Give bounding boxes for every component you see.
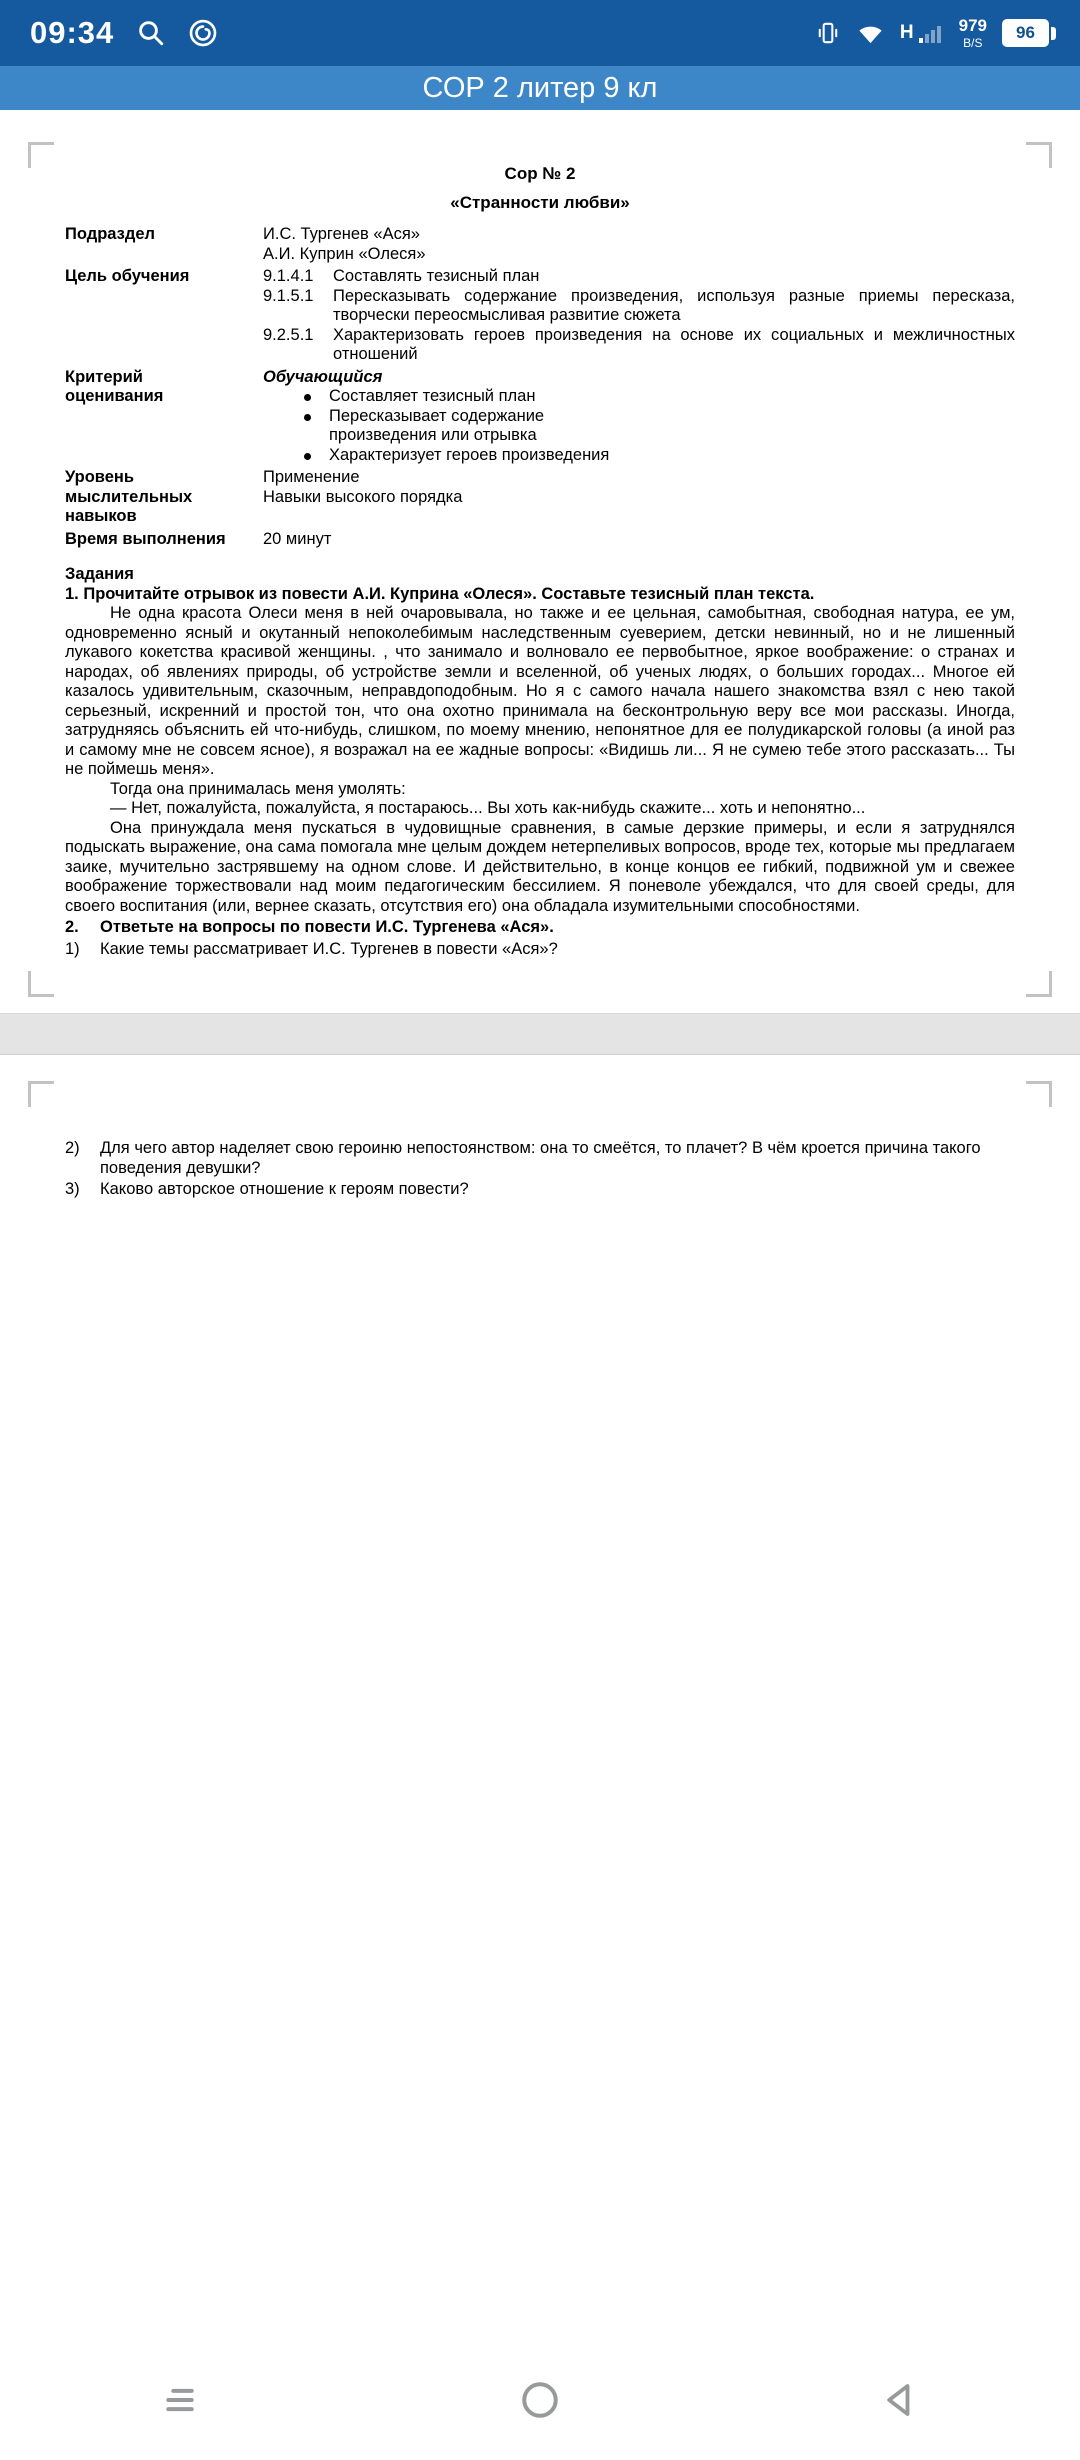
bullet-icon xyxy=(301,446,329,466)
objective-text: Составлять тезисный план xyxy=(333,267,540,285)
meta-value-time xyxy=(263,530,1015,550)
corner-mark xyxy=(28,1081,54,1107)
spiral-logo-icon xyxy=(188,18,218,48)
question-1: 1) Какие темы рассматривает И.С. Тургенев в повести «Ася»? xyxy=(65,939,558,958)
recents-button[interactable] xyxy=(0,2340,360,2460)
tasks-heading: Задания xyxy=(65,565,134,583)
excerpt-paragraph: Не одна красота Олеси меня в ней очаровывала, но также и ее цельная, самобытная, свободная натура, ее ум, одновременно ясный и окутанный непоколебимым наследственным суеверием, детски невинный, но и не лишенный лукавого кокетства красивой женщины. , что занимало и волновало ее первобытное, яркое воображение: о странах и народах, об явлениях природы, об устройстве земли и вселенной, об ученых людях, о больших городах... Многое ей казалось удивительным, сказочным, неправдоподобным. Но я с самого начала нашего знакомства взял с нею такой серьезный, искренний и простой тон, что она охотно принимала на бесконтрольную веру все мои рассказы. Иногда, затрудняясь объяснить ей что-нибудь, слишком, по моему мнению, непонятное для ее полудикарской головы (а иной раз и самому мне не совсем ясное), я возражал на ее жадные вопросы: «Видишь ли... Я не сумею тебе этого рассказать... Ты не поймешь меня». xyxy=(65,604,1015,778)
speed-unit: B/S xyxy=(963,36,983,50)
corner-mark xyxy=(28,142,54,168)
doc-title: Сор № 2 xyxy=(504,164,576,183)
doc-subtitle: «Странности любви» xyxy=(450,192,630,212)
vibrate-icon xyxy=(815,20,841,46)
subsection-line: А.И. Куприн «Олеся» xyxy=(263,244,426,263)
criteria-header: Обучающийся xyxy=(263,367,383,386)
criteria-item: Характеризует героев произведения xyxy=(301,446,1015,466)
criteria-item: Пересказывает содержание произведения или отрывка xyxy=(301,407,1015,446)
status-bar xyxy=(0,0,1080,66)
meta-label-time: Время выполнения xyxy=(65,529,226,548)
document-body xyxy=(0,110,1080,959)
meta-value-level xyxy=(263,468,1015,527)
excerpt-paragraph: Тогда она принималась меня умолять: xyxy=(110,779,406,798)
task-1-title: 1. Прочитайте отрывок из повести А.И. Куприна «Олеся». Составьте тезисный план текста. xyxy=(65,584,815,603)
learning-objective xyxy=(263,267,1015,287)
question-2: 2) Для чего автор наделяет свою героиню непостоянством: она то смеётся, то плачет? В чём кроется причина такого поведения девушки? xyxy=(65,1139,981,1177)
wifi-icon xyxy=(856,19,885,48)
question-3: 3) Каково авторское отношение к героям повести? xyxy=(65,1180,469,1198)
app-bar-title: СОР 2 литер 9 кл xyxy=(422,71,658,104)
app-bar xyxy=(0,66,1080,110)
status-time: 09:34 xyxy=(30,15,115,50)
status-bar-right xyxy=(815,17,1056,49)
home-button[interactable] xyxy=(360,2340,720,2460)
document-page-1 xyxy=(0,110,1080,1013)
corner-mark xyxy=(1026,142,1052,168)
search-icon xyxy=(136,18,166,48)
corner-mark xyxy=(1026,971,1052,997)
signal-strength-icon xyxy=(900,21,944,45)
back-button[interactable] xyxy=(720,2340,1080,2460)
task-2-title: 2. Ответьте на вопросы по повести И.С. Тургенева «Ася». xyxy=(65,918,554,936)
recents-icon xyxy=(160,2380,200,2420)
battery-percent: 96 xyxy=(1002,19,1049,47)
home-icon xyxy=(519,2379,561,2421)
meta-label-criteria: Критерий оценивания xyxy=(65,367,164,405)
learning-objective xyxy=(263,287,1015,326)
meta-value-goal xyxy=(263,267,1015,365)
question-number: 1) xyxy=(65,939,80,958)
network-speed-indicator xyxy=(959,17,987,49)
question-number: 2) xyxy=(65,1139,80,1157)
status-bar-left xyxy=(30,15,218,51)
meta-label-goal: Цель обучения xyxy=(65,267,190,285)
battery-icon xyxy=(1002,19,1056,47)
objective-code: 9.1.5.1 xyxy=(263,286,314,305)
learning-objective xyxy=(263,326,1015,365)
criteria-list xyxy=(263,387,1015,465)
document-page-2 xyxy=(0,1055,1080,2105)
document-viewport[interactable] xyxy=(0,110,1080,2340)
bullet-icon xyxy=(301,407,329,446)
meta-label-level: Уровень мыслительных навыков xyxy=(65,468,193,525)
task-number: 2. xyxy=(65,918,79,936)
nav-bar xyxy=(0,2340,1080,2460)
objective-code: 9.2.5.1 xyxy=(263,325,314,344)
network-type-label: H xyxy=(899,22,914,43)
battery-tip xyxy=(1051,27,1056,40)
meta-value-subsection xyxy=(263,225,1015,264)
time-value: 20 минут xyxy=(263,529,332,548)
corner-mark xyxy=(1026,1081,1052,1107)
objective-text: Пересказывать содержание произведения, используя разные приемы пересказа, творчески переосмысливая развитие сюжета xyxy=(333,286,1015,324)
meta-value-criteria xyxy=(263,368,1015,466)
excerpt-paragraph: Она принуждала меня пускаться в чудовищные сравнения, в самые дерзкие примеры, и если я затруднялся подыскать выражение, она сама помогала мне целым дождем нетерпеливых вопросов, вроде тех, которые мы предлагаем заике, мучительно застрявшему на одном слове. И действительно, в конце концов ее гибкий, подвижной ум и свежее воображение торжествовали над моим педагогическим бессилием. Я поневоле убеждался, что для своей среды, для своего воспитания (или, вернее сказать, отсутствия его) она обладала изумительными способностями. xyxy=(65,818,1015,915)
objective-text: Характеризовать героев произведения на основе их социальных и межличностных отношений xyxy=(333,325,1015,363)
subsection-line: И.С. Тургенев «Ася» xyxy=(263,225,420,243)
page-separator xyxy=(0,1013,1080,1055)
back-icon xyxy=(880,2380,920,2420)
meta-label-subsection: Подраздел xyxy=(65,225,155,243)
meta-table xyxy=(65,225,1015,549)
excerpt-paragraph: — Нет, пожалуйста, пожалуйста, я постараюсь... Вы хоть как-нибудь скажите... хоть и непонятно... xyxy=(110,799,866,817)
bullet-icon xyxy=(301,387,329,407)
corner-mark xyxy=(28,971,54,997)
level-line: Применение xyxy=(263,468,360,486)
criteria-item: Составляет тезисный план xyxy=(301,387,1015,407)
speed-value: 979 xyxy=(958,16,987,35)
document-body-page-2 xyxy=(0,1055,1080,1200)
question-number: 3) xyxy=(65,1180,80,1198)
level-line: Навыки высокого порядка xyxy=(263,487,463,506)
objective-code: 9.1.4.1 xyxy=(263,267,314,285)
